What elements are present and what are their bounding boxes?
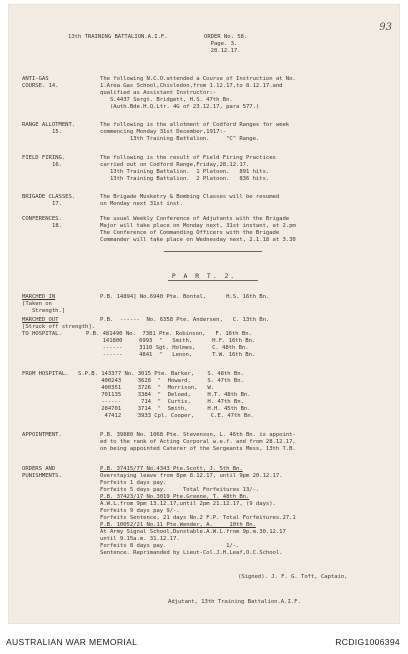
signature-title: Adjutant, 13th Training Battalion.A.I.F.: [168, 599, 301, 605]
part2-line: Forfeits 1 days pay.: [100, 480, 167, 486]
section-label: CONFERENCES.: [22, 216, 62, 222]
part2-line: P.B. 14894] No.6940 Pte. Bontel, H.S. 16th Bn.: [100, 294, 270, 300]
section-line: The Conference of Commanding Officers with the Brigade: [100, 230, 280, 236]
section-line: S.4437 Sergt. Bridgett, H.S. 47th Bn.: [100, 97, 233, 103]
section-line: Major will take place on Monday next, 31st instant, at 2.pm: [100, 223, 296, 229]
part2-label: MARCHED OUT: [22, 317, 59, 323]
section-line: Commander will take place on Wednesday next, 2.1.18 at 3.30: [100, 237, 296, 243]
section-line: on Monday next 31st inst.: [100, 201, 183, 207]
part2-label: TO HOSPITAL.: [22, 331, 62, 337]
part2-label: MARCHED IN: [22, 294, 56, 300]
section-number: 16.: [52, 162, 62, 168]
section-label: RANGE ALLOTMENT.: [22, 122, 76, 128]
section-line: carried out on Codford Range,Friday,28.12.17.: [100, 162, 250, 168]
section-line: 1.Area Gas School,Chisledon,from 1.12.17,to 8.12.17.and: [100, 83, 283, 89]
part2-line: S.P.B. 143377 No. 3015 Pte. Barker, S. 48th Bn.: [78, 371, 244, 377]
handwritten-page-number: 93: [379, 22, 392, 33]
part2-line: P.B. ------ No. 6358 Pte. Andersen, C. 13th Bn.: [100, 317, 270, 323]
part2-line: Forfeits 8 days pay. 1/-.: [100, 543, 240, 549]
archive-footer: [0, 631, 408, 654]
part-title-rule: [168, 280, 258, 281]
section-label: FIELD FIRING.: [22, 155, 66, 161]
part2-line: P.B. 10052/21 No.11 Pte.Wender, A. 10th Bn.: [100, 522, 256, 528]
section-label: BRIGADE CLASSES.: [22, 194, 76, 200]
section-line: 13th Training Battalion. 1 Platoon. 891 hits.: [100, 169, 270, 175]
part2-line: Forfeits 5 days pay. Total Forfeitures 13/-.: [100, 487, 260, 493]
part2-label: PUNISHMENTS.: [22, 473, 62, 479]
section-number: 18.: [52, 223, 62, 229]
part2-line: ed to the rank of Acting Corporal w.e.f. and from 28.12.17,: [100, 439, 296, 445]
part2-line: 284701 3714 " Smith, H.H. 45th Bn.: [78, 406, 251, 412]
part2-label: Strength.]: [22, 308, 66, 314]
part2-line: 47412 3933 Cpl. Cooper, C.E. 47th Bn.: [78, 413, 254, 419]
part2-line: 701135 3384 " Deloed, H.T. 48th Bn.: [78, 392, 251, 398]
part2-line: ------ 3110 Sgt. Holmes, C. 48th Bn.: [86, 345, 249, 351]
document-page: [8, 4, 400, 624]
header-line-3: 28.12.17.: [68, 48, 241, 54]
part2-label: FROM HOSPITAL.: [22, 371, 69, 377]
section-line: The following is the allotment of Codford Ranges for week: [100, 122, 290, 128]
part2-line: ------ 714 " Curtis, H. 47th Bn.: [78, 399, 244, 405]
divider-rule: [164, 251, 262, 252]
section-line: 13th Training Battalion. "C" Range.: [100, 136, 260, 142]
section-line: qualified as Assistant Instructor:-: [100, 90, 217, 96]
signature-signed: (Signed). J. F. G. Toft, Captain,: [238, 574, 348, 580]
section-number: 17.: [52, 201, 62, 207]
part2-line: 141800 6993 " Smith, H.F. 16th Bn.: [86, 338, 256, 344]
section-number: 15.: [52, 129, 62, 135]
part2-line: P.B. 37423/17 No.3019 Pte.Greene, T. 48th Bn.: [100, 494, 250, 500]
part2-line: A.W.L.from 9pm 13.12.17,until 2pm 21.12.17, (9 days).: [100, 501, 276, 507]
section-line: The Brigade Musketry & Bombing Classes will be resumed: [100, 194, 280, 200]
section-line: 13th Training Battalion. 2 Platoon. 836 hits.: [100, 176, 270, 182]
section-number: COURSE. 14.: [22, 83, 59, 89]
part2-line: P.B. 39880 No. 1068 Pte. Stevenson, L. 46th Bn. is appoint-: [100, 432, 296, 438]
archive-reference: RCDIG1006394: [335, 637, 400, 647]
part2-line: Forfeits 9 days pay 9/-.: [100, 508, 180, 514]
section-line: The following is the result of Field Firing Practices: [100, 155, 276, 161]
header-line-2: Page. 3.: [68, 41, 238, 47]
part2-line: P.B. 481490 No. 7381 Pte. Robinson, F. 16th Bn.: [86, 331, 252, 337]
part2-line: 400243 3628 " Howard, S. 47th Bn.: [78, 378, 244, 384]
part2-line: Sentence. Reprimanded by Lieut-Col.J.H.Leaf,O.C.School.: [100, 550, 283, 556]
section-line: The usual Weekly Conference of Adjutants with the Brigade: [100, 216, 290, 222]
part2-line: At Army Signal School,Dunstable.A.W.L.from 9p.m.30.12.17: [100, 529, 286, 535]
section-line: (Auth.Bde.H.Q.Ltr. 4G of 23.12.17, para 577.): [100, 104, 260, 110]
part2-line: Overstaying leave from 8pm 8.12.17, until 9pm 20.12.17.: [100, 473, 283, 479]
part2-label: APPOINTMENT.: [22, 432, 62, 438]
part2-label: ORDERS AND: [22, 466, 56, 472]
part2-line: 400351 3726 " Morrison, W.: [78, 385, 215, 391]
section-label: ANTI-GAS: [22, 76, 49, 82]
archive-credit: AUSTRALIAN WAR MEMORIAL: [6, 637, 138, 647]
part2-line: until 9.15a.m. 31.12.17.: [100, 536, 180, 542]
section-line: The following N.C.O.attended a Course of Instruction at No.: [100, 76, 296, 82]
header-line-1: 13th TRAINING BATTALION.A.I.F. ORDER No. 58.: [68, 34, 248, 40]
section-line: commencing Monday 31st December,1917:-: [100, 129, 227, 135]
part2-label: [Struck off strength].: [22, 324, 95, 330]
part2-line: Forfeits Sentence, 21 days No.2 F.P. Total Forfeitures.27.1: [100, 515, 296, 521]
part-title: P A R T. 2.: [171, 272, 237, 280]
part2-line: P.B. 37415/77 No.4343 Pte.Scott, J. 5th Bn.: [100, 466, 243, 472]
part2-line: ------ 4841 " Lenon, T.W. 16th Bn.: [86, 352, 256, 358]
part2-line: on being appointed Caterer of the Sergeants Mess, 13th T.B.: [100, 446, 296, 452]
part2-label: [Taken on: [22, 301, 52, 307]
